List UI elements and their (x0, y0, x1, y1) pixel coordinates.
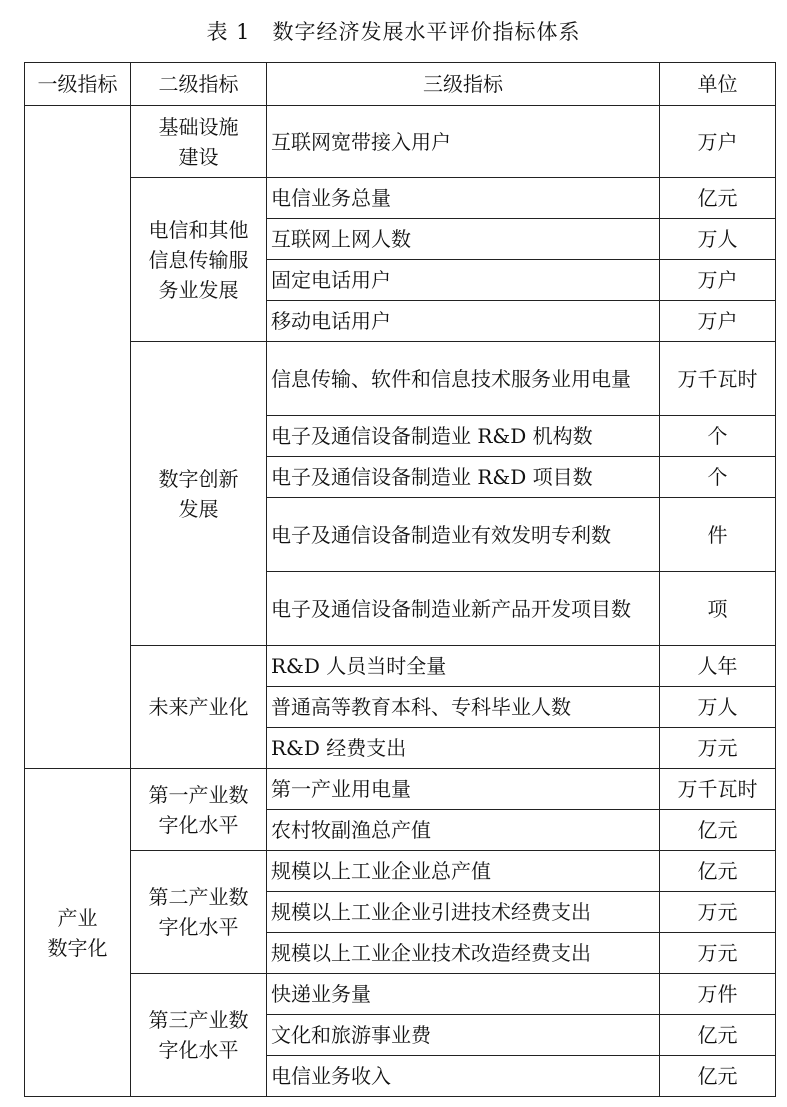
indicator-name: 文化和旅游事业费 (267, 1015, 660, 1056)
indicator-name: 电子及通信设备制造业有效发明专利数 (267, 498, 660, 572)
indicator-unit: 万件 (660, 974, 776, 1015)
indicator-unit: 亿元 (660, 1056, 776, 1097)
level2-cell: 未来产业化 (131, 646, 267, 769)
indicator-unit: 亿元 (660, 810, 776, 851)
indicator-name: 移动电话用户 (267, 301, 660, 342)
header-level2: 二级指标 (131, 63, 267, 106)
table-row (25, 178, 776, 219)
level2-cell: 第一产业数 字化水平 (131, 769, 267, 851)
header-unit: 单位 (660, 63, 776, 106)
indicator-unit: 件 (660, 498, 776, 572)
table-row (25, 769, 776, 810)
header-level1: 一级指标 (25, 63, 131, 106)
indicator-table (24, 62, 776, 1097)
indicator-unit: 亿元 (660, 851, 776, 892)
indicator-name: 互联网上网人数 (267, 219, 660, 260)
level2-cell: 电信和其他 信息传输服 务业发展 (131, 178, 267, 342)
indicator-name: 规模以上工业企业引进技术经费支出 (267, 892, 660, 933)
indicator-unit: 亿元 (660, 178, 776, 219)
indicator-unit: 项 (660, 572, 776, 646)
indicator-name: 信息传输、软件和信息技术服务业用电量 (267, 342, 660, 416)
indicator-unit: 个 (660, 416, 776, 457)
indicator-unit: 万元 (660, 933, 776, 974)
indicator-unit: 万人 (660, 687, 776, 728)
indicator-unit: 个 (660, 457, 776, 498)
indicator-name: 普通高等教育本科、专科毕业人数 (267, 687, 660, 728)
table-caption: 表 1 数字经济发展水平评价指标体系 (206, 20, 581, 44)
indicator-unit: 人年 (660, 646, 776, 687)
indicator-name: 快递业务量 (267, 974, 660, 1015)
table-row (25, 974, 776, 1015)
indicator-unit: 万元 (660, 728, 776, 769)
table-row (25, 342, 776, 416)
level2-cell: 第二产业数 字化水平 (131, 851, 267, 974)
header-row (25, 63, 776, 106)
indicator-name: 第一产业用电量 (267, 769, 660, 810)
indicator-unit: 万千瓦时 (660, 769, 776, 810)
indicator-name: 规模以上工业企业技术改造经费支出 (267, 933, 660, 974)
header-level3: 三级指标 (267, 63, 660, 106)
indicator-name: 互联网宽带接入用户 (267, 106, 660, 178)
indicator-unit: 亿元 (660, 1015, 776, 1056)
indicator-unit: 万千瓦时 (660, 342, 776, 416)
table-row (25, 646, 776, 687)
indicator-unit: 万元 (660, 892, 776, 933)
indicator-name: 规模以上工业企业总产值 (267, 851, 660, 892)
indicator-name: 电子及通信设备制造业 R&D 机构数 (267, 416, 660, 457)
indicator-unit: 万户 (660, 301, 776, 342)
level2-cell: 基础设施 建设 (131, 106, 267, 178)
indicator-unit: 万户 (660, 260, 776, 301)
indicator-name: 电信业务收入 (267, 1056, 660, 1097)
indicator-name: 固定电话用户 (267, 260, 660, 301)
indicator-name: 电子及通信设备制造业新产品开发项目数 (267, 572, 660, 646)
indicator-unit: 万户 (660, 106, 776, 178)
level2-cell: 数字创新 发展 (131, 342, 267, 646)
indicator-name: R&D 经费支出 (267, 728, 660, 769)
indicator-unit: 万人 (660, 219, 776, 260)
indicator-name: 电子及通信设备制造业 R&D 项目数 (267, 457, 660, 498)
table-row (25, 106, 776, 178)
indicator-name: 电信业务总量 (267, 178, 660, 219)
level2-cell: 第三产业数 字化水平 (131, 974, 267, 1097)
indicator-name: R&D 人员当时全量 (267, 646, 660, 687)
table-row (25, 851, 776, 892)
level1-cell: 产业 数字化 (25, 769, 131, 1097)
level1-cell (25, 106, 131, 769)
indicator-name: 农村牧副渔总产值 (267, 810, 660, 851)
